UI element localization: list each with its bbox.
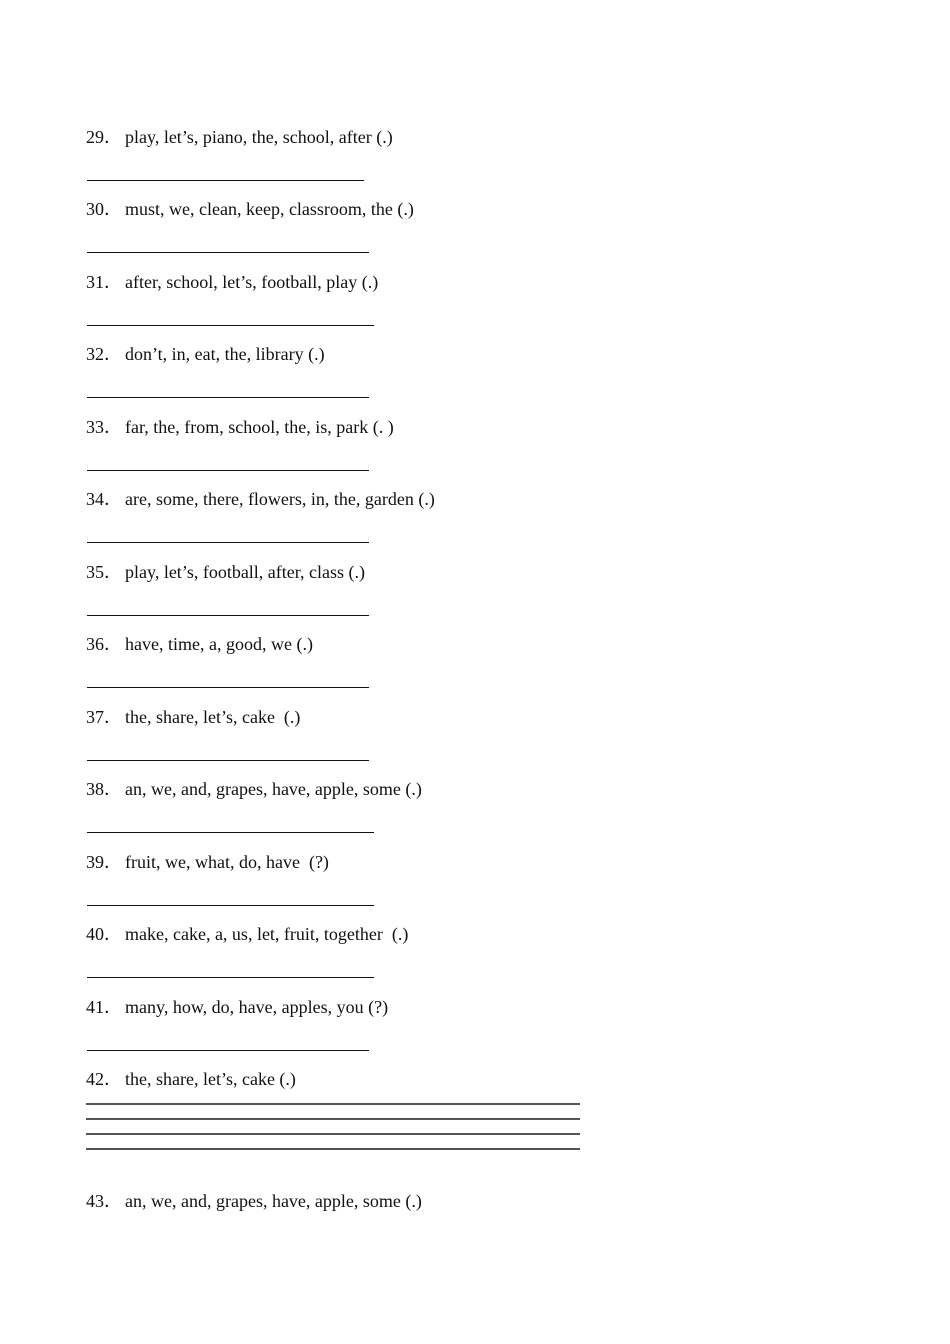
question-text: an, we, and, grapes, have, apple, some (.) [125,1191,422,1211]
question-number: 36． [86,634,122,654]
question-29 [86,126,393,148]
question-text: play, let’s, football, after, class (.) [125,562,366,582]
question-31 [86,271,378,293]
question-38 [86,778,422,800]
question-text: are, some, there, flowers, in, the, garden (.) [125,489,435,509]
question-number: 31． [86,272,122,292]
question-text: after, school, let’s, football, play (.) [125,272,379,292]
question-text: fruit, we, what, do, have (?) [125,852,329,872]
question-40 [86,923,408,945]
question-42 [86,1068,296,1090]
answer-line-42-4[interactable] [86,1148,580,1150]
question-number: 40． [86,924,122,944]
question-text: the, share, let’s, cake (.) [125,1069,296,1089]
question-text: must, we, clean, keep, classroom, the (.) [125,199,414,219]
question-30 [86,198,414,220]
answer-line-38[interactable] [87,832,374,833]
question-number: 37． [86,707,122,727]
question-number: 39． [86,852,122,872]
answer-line-30[interactable] [87,252,369,253]
question-41 [86,996,388,1018]
question-text: play, let’s, piano, the, school, after (.) [125,127,393,147]
question-number: 35． [86,562,122,582]
question-number: 42． [86,1069,122,1089]
answer-line-37[interactable] [87,760,369,761]
answer-line-42-1[interactable] [86,1103,580,1105]
question-text: the, share, let’s, cake (.) [125,707,301,727]
answer-line-31[interactable] [87,325,374,326]
answer-line-41[interactable] [87,1050,369,1051]
answer-line-35[interactable] [87,615,369,616]
question-36 [86,633,313,655]
question-number: 29． [86,127,122,147]
answer-line-34[interactable] [87,542,369,543]
question-text: don’t, in, eat, the, library (.) [125,344,325,364]
question-43 [86,1190,422,1212]
answer-line-40[interactable] [87,977,374,978]
question-number: 33． [86,417,122,437]
question-34 [86,488,435,510]
question-number: 38． [86,779,122,799]
question-33 [86,416,394,438]
answer-line-42-2[interactable] [86,1118,580,1120]
question-text: make, cake, a, us, let, fruit, together (.) [125,924,409,944]
question-text: far, the, from, school, the, is, park (. ) [125,417,394,437]
answer-line-42-3[interactable] [86,1133,580,1135]
answer-line-29[interactable] [87,180,364,181]
question-number: 43． [86,1191,122,1211]
answer-line-39[interactable] [87,905,374,906]
answer-line-32[interactable] [87,397,369,398]
question-35 [86,561,365,583]
question-39 [86,851,329,873]
question-number: 41． [86,997,122,1017]
answer-line-36[interactable] [87,687,369,688]
question-number: 30． [86,199,122,219]
question-number: 34． [86,489,122,509]
question-text: many, how, do, have, apples, you (?) [125,997,389,1017]
question-37 [86,706,300,728]
question-32 [86,343,325,365]
question-text: have, time, a, good, we (.) [125,634,313,654]
question-number: 32． [86,344,122,364]
answer-line-33[interactable] [87,470,369,471]
question-text: an, we, and, grapes, have, apple, some (.) [125,779,422,799]
